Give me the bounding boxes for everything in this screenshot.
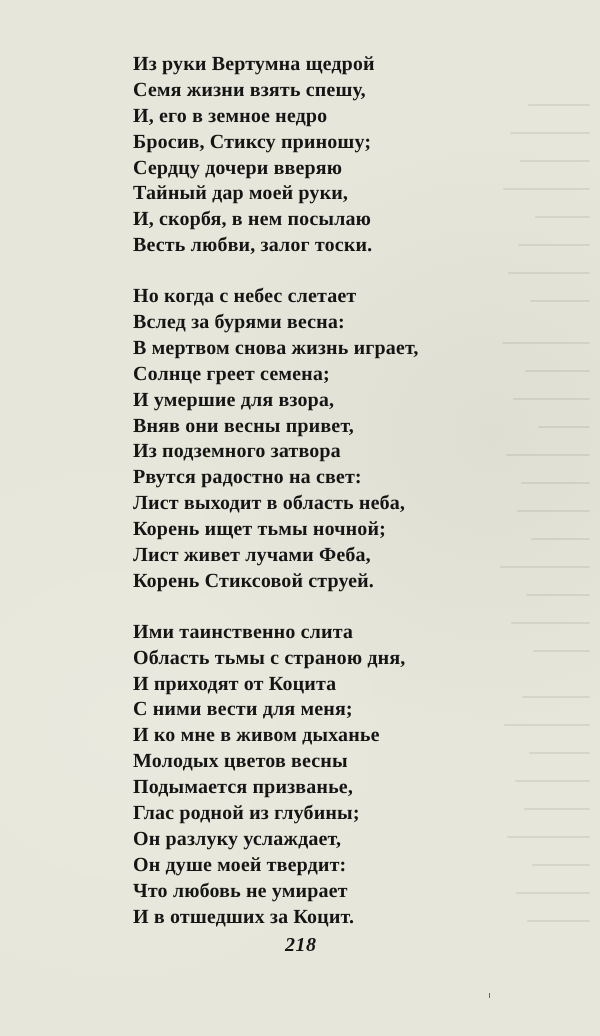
poem-line: И в отшедших за Коцит. [133,905,355,928]
poem-line: И приходят от Коцита [133,672,337,695]
poem-line: И умершие для взора, [133,388,335,411]
poem-line: Сердцу дочери вверяю [133,156,343,179]
poem-line: И, скорбя, в нем посылаю [133,208,372,231]
poem-line: Рвутся радостно на свет: [133,466,362,489]
poem-line: И, его в земное недро [133,104,328,127]
poem-line: В мертвом снова жизнь играет, [133,336,419,359]
poem-line: Бросив, Стиксу приношу; [133,130,372,153]
poem-line: Весть любви, залог тоски. [133,234,373,257]
poem-line: Область тьмы с страною дня, [133,646,406,669]
page-number: 218 [285,934,317,956]
poem-line: Из руки Вертумна щедрой [133,53,375,75]
poem-line: Ими таинственно слита [133,620,354,643]
poem-line: Солнце греет семена; [133,362,330,385]
poem-line: Тайный дар моей руки, [133,182,349,205]
poem-line: И ко мне в живом дыханье [133,724,380,747]
poem-line: Лист живет лучами Феба, [133,544,371,567]
stanza-3 [133,620,523,931]
poem-line: Что любовь не умирает [133,879,348,902]
poem-line: Молодых цветов весны [133,750,348,773]
poem-line: С ними вести для меня; [133,698,353,721]
poem-line: Но когда с небес слетает [133,285,357,308]
poem-line: Вслед за бурями весна: [133,311,345,334]
stanza-2 [133,284,523,595]
poem-line: Он разлуку услаждает, [133,827,342,850]
poem-line: Из подземного затвора [133,440,341,463]
poem-line: Лист выходит в область неба, [133,492,406,515]
poem-line: Корень ищет тьмы ночной; [133,518,386,541]
stanza-1 [133,52,523,259]
poem [133,52,523,931]
poem-line: Семя жизни взять спешу, [133,78,366,101]
page-speck [489,993,490,998]
poem-line: Корень Стиксовой струей. [133,569,374,592]
poem-line: Вняв они весны привет, [133,414,354,437]
poem-line: Глас родной из глубины; [133,802,360,825]
poem-line: Он душе моей твердит: [133,853,347,876]
poem-line: Подымается призванье, [133,776,353,799]
